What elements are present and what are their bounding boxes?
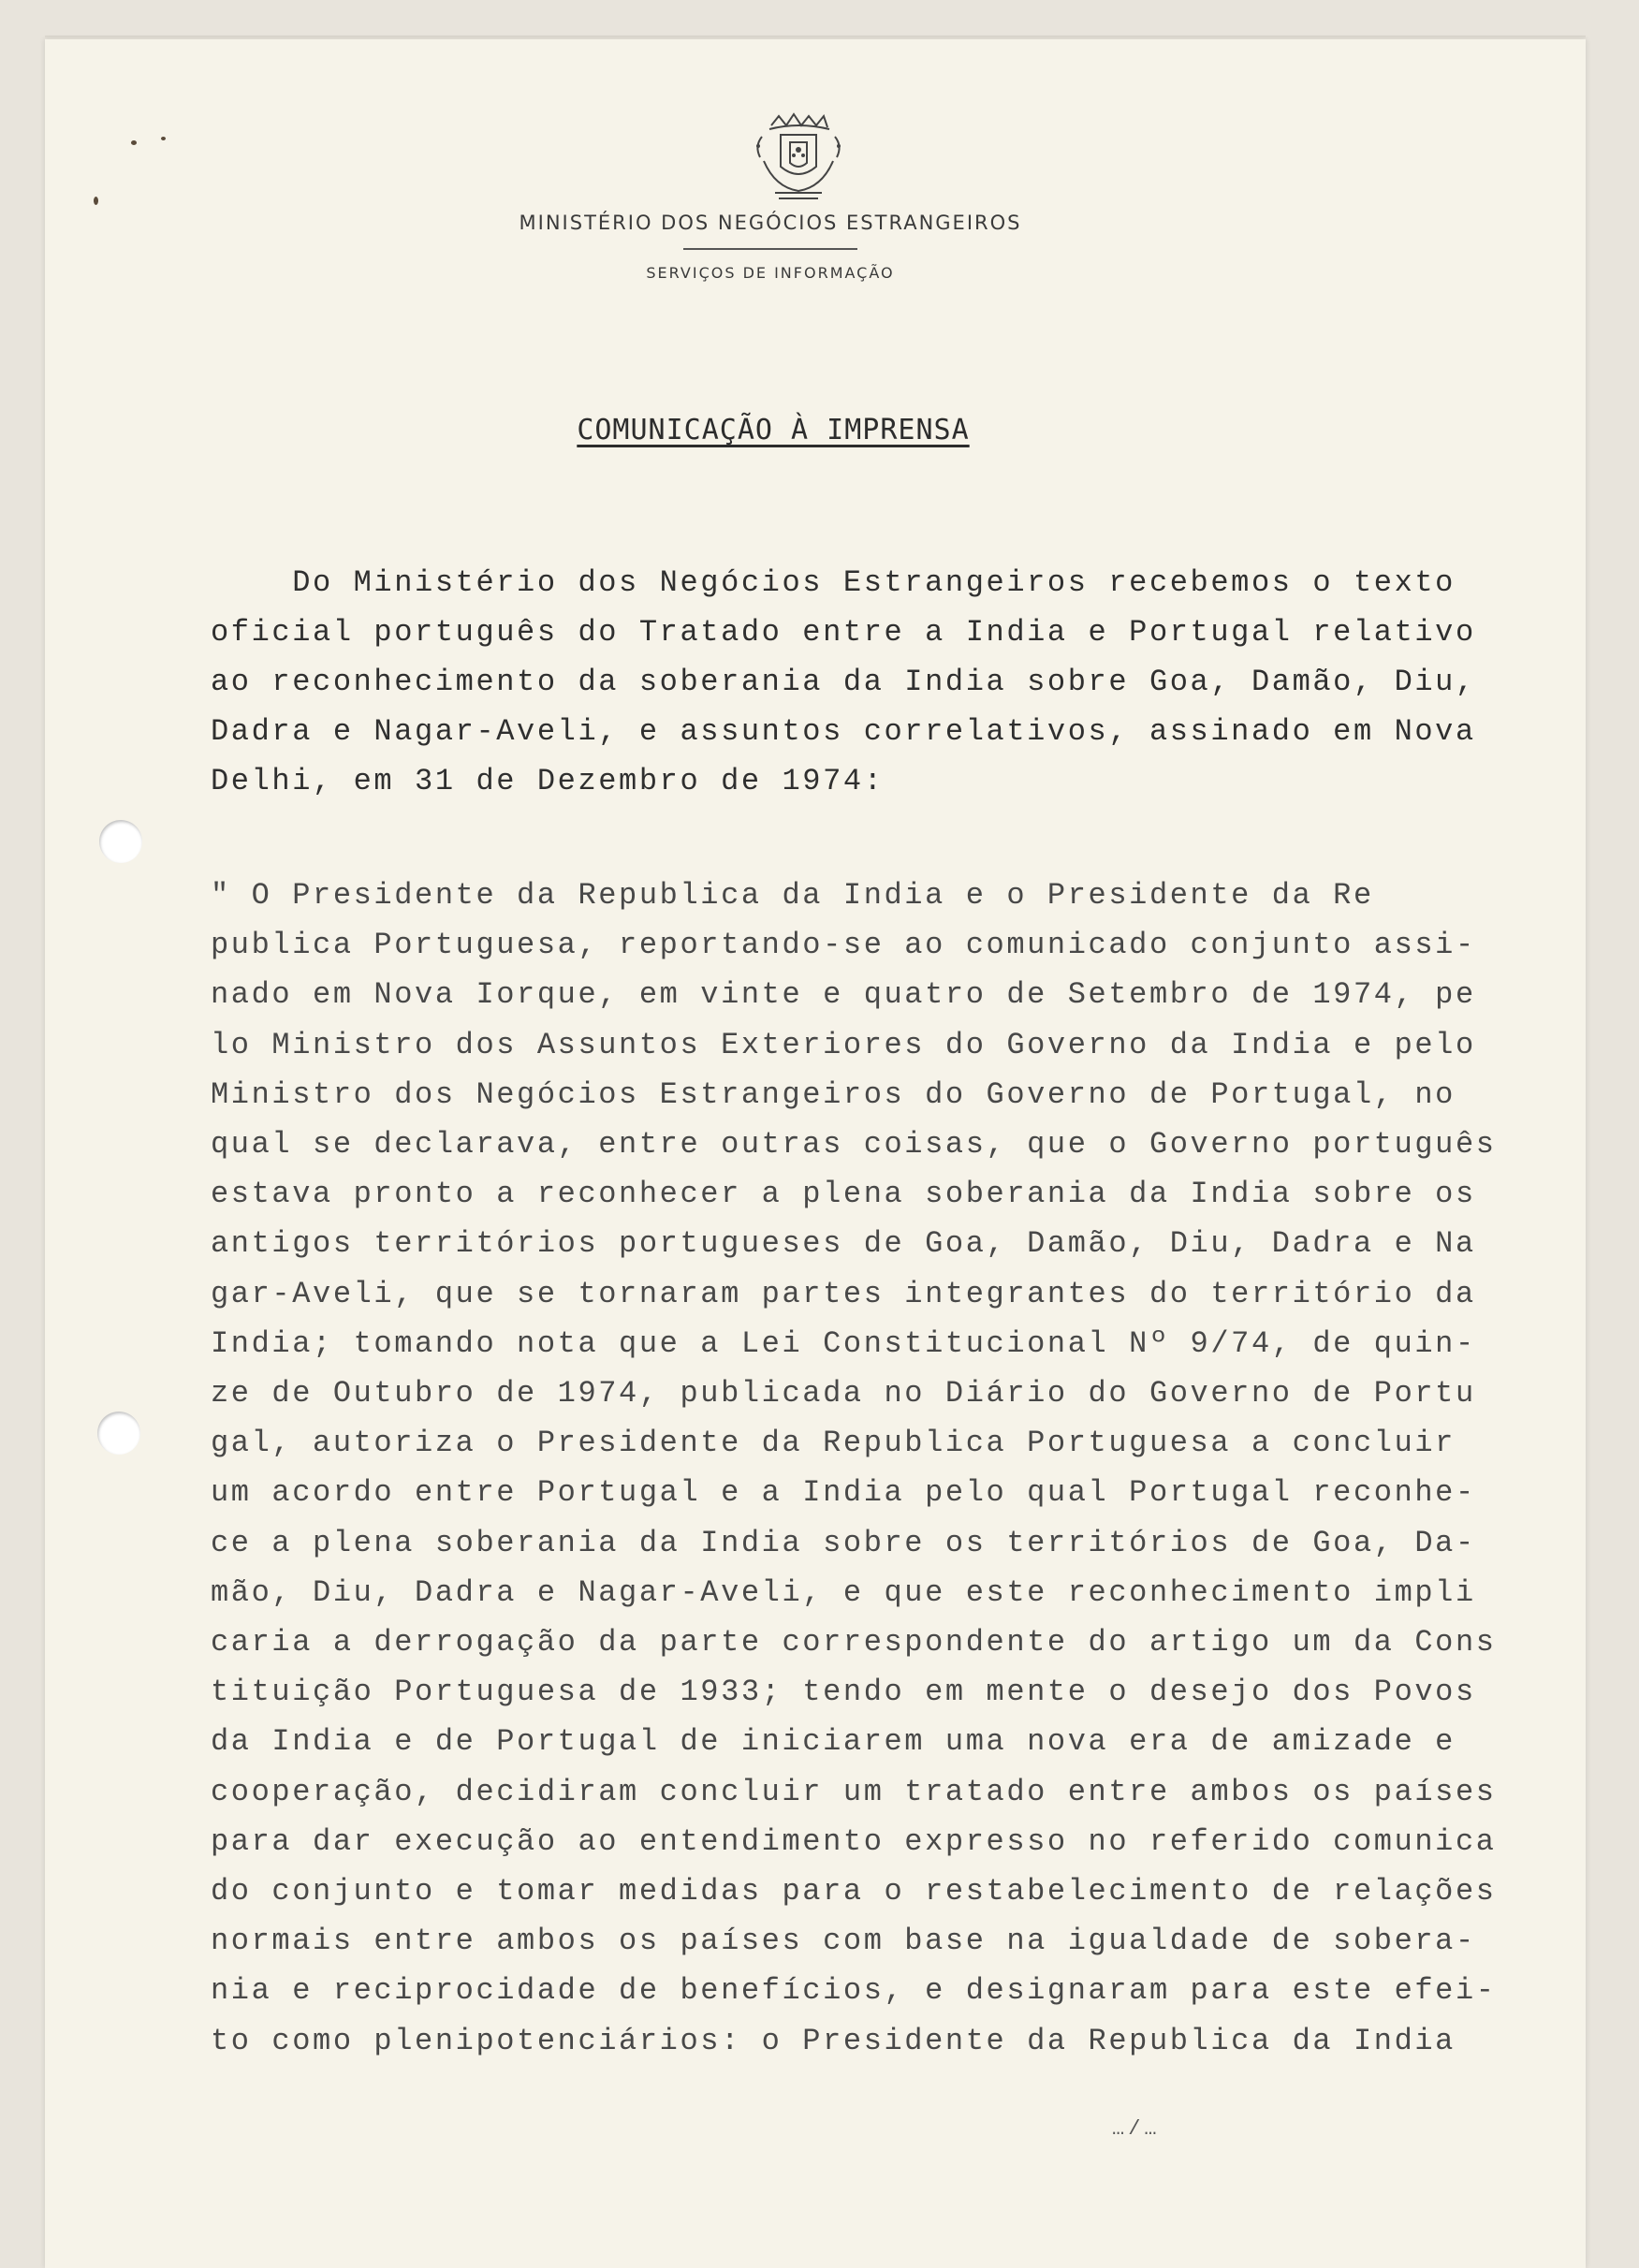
treaty-line: to como plenipotenciários: o Presidente da Republica da India <box>211 2023 1456 2058</box>
treaty-line: nado em Nova Iorque, em vinte e quatro de Setembro de 1974, pe <box>211 977 1476 1013</box>
portuguese-coat-of-arms-icon <box>743 109 854 202</box>
press-release-title: COMUNICAÇÃO À IMPRENSA <box>577 414 970 446</box>
treaty-line: estava pronto a reconhecer a plena soberania da India sobre os <box>211 1177 1476 1212</box>
treaty-line: um acordo entre Portugal e a India pelo qual Portugal reconhe- <box>211 1475 1476 1511</box>
treaty-line: mão, Diu, Dadra e Nagar-Aveli, e que este reconhecimento impli <box>211 1574 1476 1610</box>
treaty-line: cooperação, decidiram concluir um tratado entre ambos os países <box>211 1774 1497 1809</box>
department-name: SERVIÇOS DE INFORMAÇÃO <box>646 264 895 282</box>
intro-line: Dadra e Nagar-Aveli, e assuntos correlativos, assinado em Nova <box>211 714 1476 749</box>
paper-speck <box>131 140 137 145</box>
treaty-text-paragraph <box>211 871 1497 2066</box>
treaty-line: gar-Aveli, que se tornaram partes integrantes do território da <box>211 1276 1476 1311</box>
treaty-line: ze de Outubro de 1974, publicada no Diário do Governo de Portu <box>211 1376 1476 1412</box>
treaty-line: India; tomando nota que a Lei Constitucional Nº 9/74, de quin- <box>211 1325 1476 1361</box>
punch-hole-lower <box>97 1412 140 1455</box>
treaty-line: gal, autoriza o Presidente da Republica Portuguesa a concluir <box>211 1426 1456 1461</box>
intro-paragraph <box>211 558 1476 806</box>
treaty-line: caria a derrogação da parte correspondente do artigo um da Cons <box>211 1625 1497 1661</box>
paper-speck <box>161 137 166 140</box>
treaty-line: publica Portuguesa, reportando-se ao comunicado conjunto assi- <box>211 928 1476 963</box>
treaty-line: nia e reciprocidade de benefícios, e designaram para este efei- <box>211 1973 1497 2009</box>
treaty-line: da India e de Portugal de iniciarem uma nova era de amizade e <box>211 1724 1456 1760</box>
intro-line: oficial português do Tratado entre a India e Portugal relativo <box>211 615 1476 650</box>
treaty-line: tituição Portuguesa de 1933; tendo em mente o desejo dos Povos <box>211 1675 1476 1710</box>
treaty-line: " O Presidente da Republica da India e o Presidente da Re <box>211 878 1374 913</box>
continuation-mark: …/… <box>1112 2117 1161 2141</box>
intro-line: ao reconhecimento da soberania da India sobre Goa, Damão, Diu, <box>211 665 1476 699</box>
punch-hole-upper <box>99 820 142 863</box>
treaty-line: lo Ministro dos Assuntos Exteriores do Governo da India e pelo <box>211 1027 1476 1062</box>
treaty-line: do conjunto e tomar medidas para o restabelecimento de relações <box>211 1874 1497 1910</box>
treaty-line: qual se declarava, entre outras coisas, que o Governo português <box>211 1127 1497 1163</box>
treaty-line: ce a plena soberania da India sobre os territórios de Goa, Da- <box>211 1525 1476 1560</box>
intro-line: Do Ministério dos Negócios Estrangeiros recebemos o texto <box>211 565 1456 600</box>
letterhead-divider <box>683 248 857 250</box>
treaty-line: antigos territórios portugueses de Goa, Damão, Diu, Dadra e Na <box>211 1226 1476 1262</box>
treaty-line: Ministro dos Negócios Estrangeiros do Governo de Portugal, no <box>211 1076 1456 1112</box>
treaty-line: para dar execução ao entendimento expresso no referido comunica <box>211 1823 1497 1859</box>
intro-line: Delhi, em 31 de Dezembro de 1974: <box>211 764 885 798</box>
ministry-name: MINISTÉRIO DOS NEGÓCIOS ESTRANGEIROS <box>519 212 1022 234</box>
paper-speck <box>94 197 98 205</box>
treaty-line: normais entre ambos os países com base na igualdade de sobera- <box>211 1924 1476 1959</box>
